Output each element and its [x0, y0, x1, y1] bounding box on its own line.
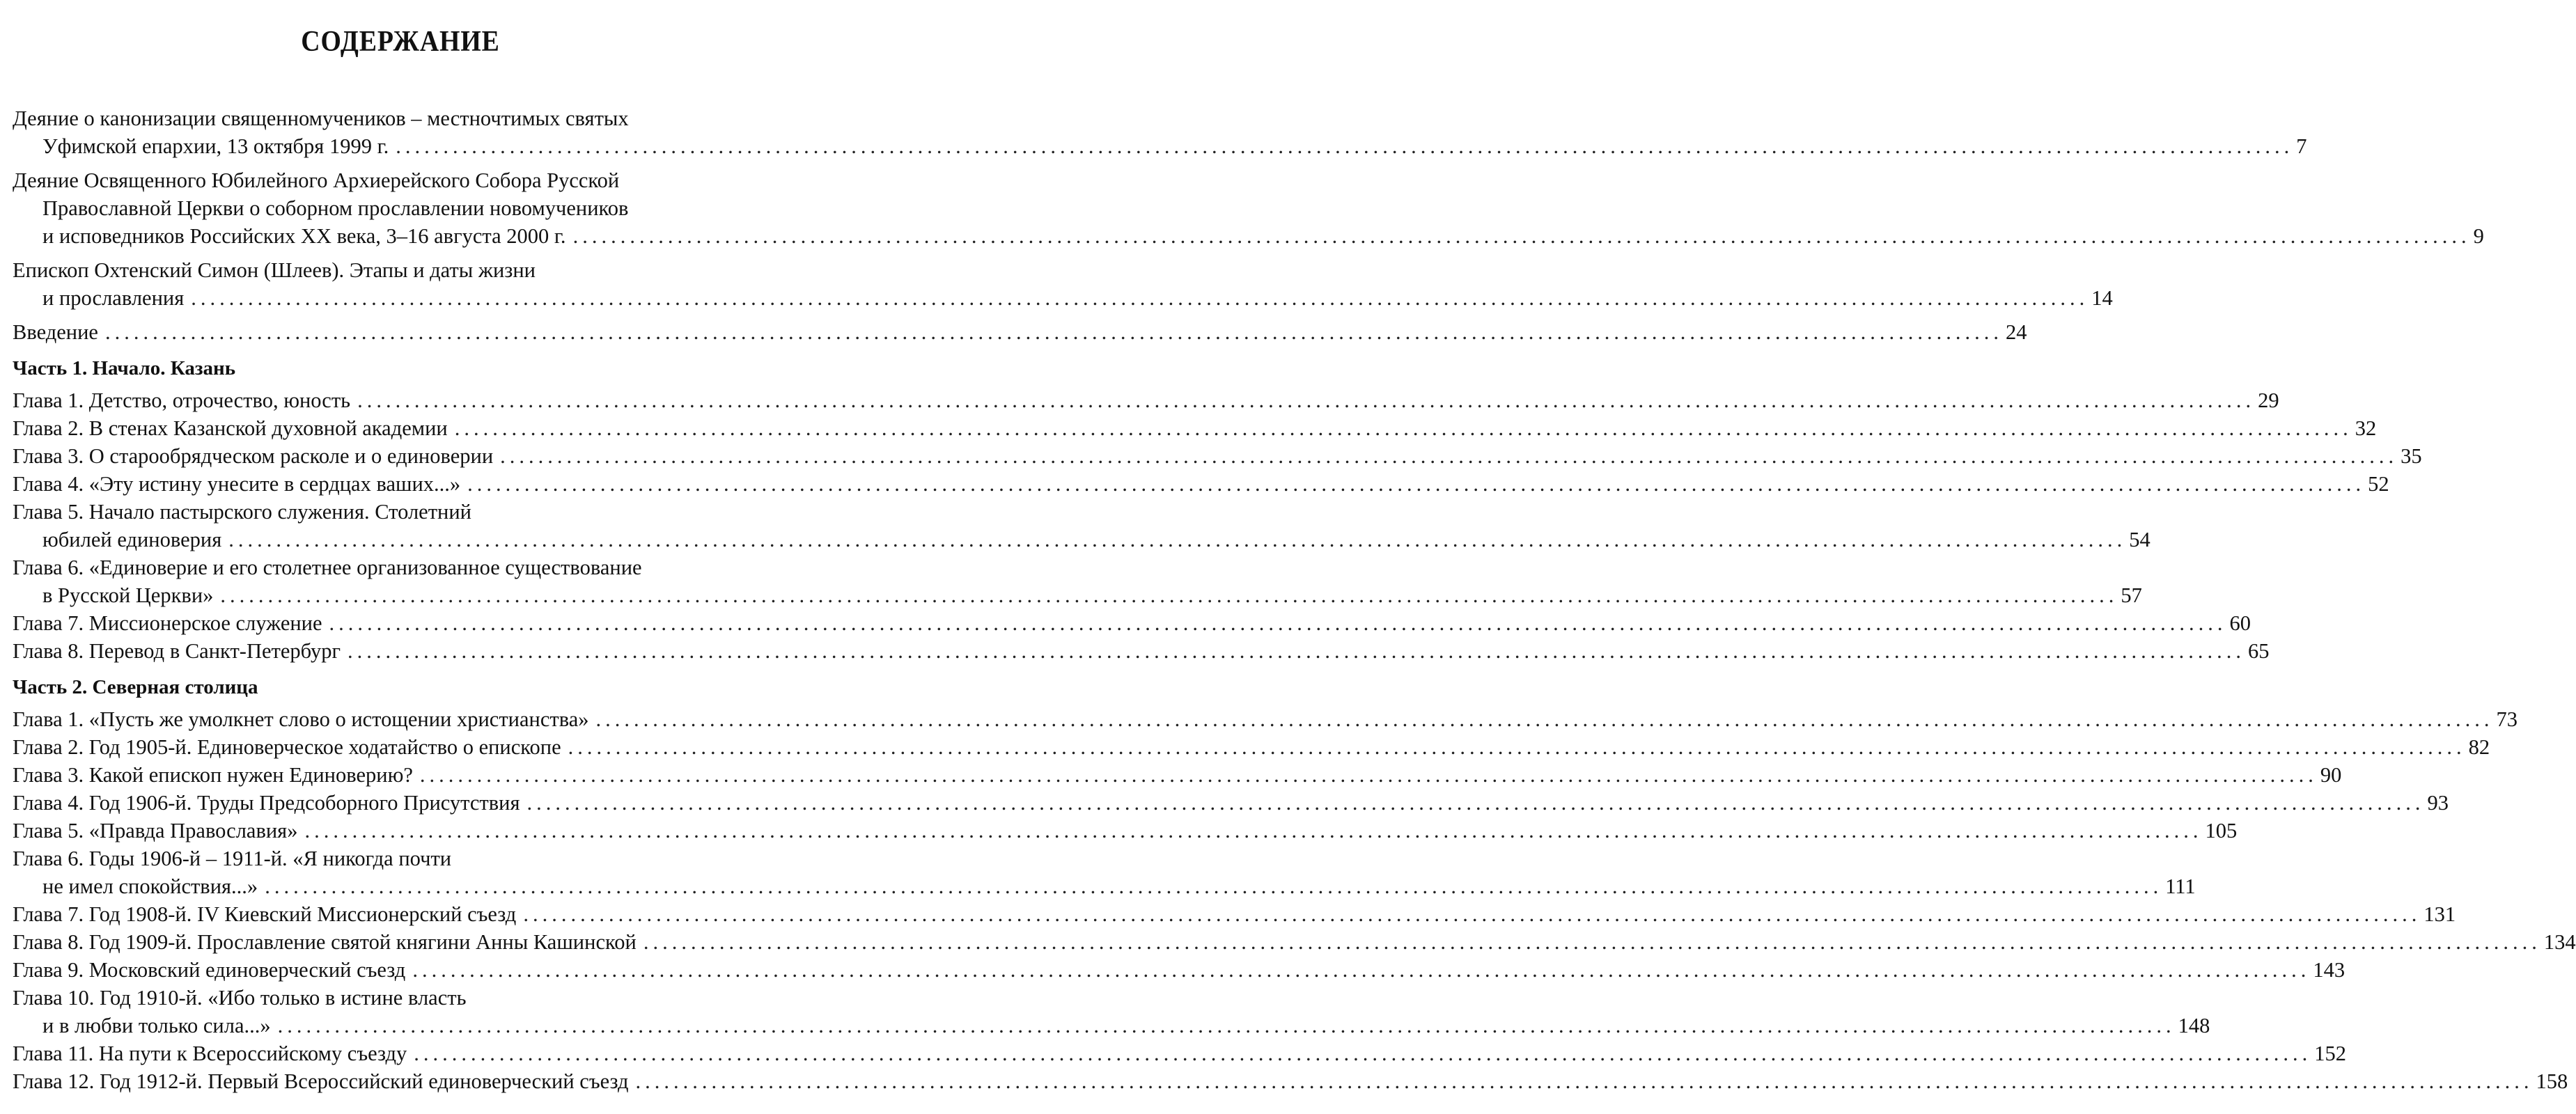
dot-leader: ........................................................................................................................................................................................................: [572, 224, 2471, 248]
toc-entry: [13, 166, 2484, 250]
toc-entry: [13, 470, 2389, 498]
page-number: 54: [2129, 528, 2150, 551]
page-number: 82: [2468, 735, 2490, 759]
entry-title-text: Глава 3. О старообрядческом расколе и о единоверии: [13, 444, 494, 468]
entry-title-text: Глава 2. Год 1905-й. Единоверческое ходатайство о епископе: [13, 735, 561, 759]
entry-title-text: Глава 6. Годы 1906-й – 1911-й. «Я никогда почти: [13, 847, 452, 870]
part-heading: Часть 1. Начало. Казань: [13, 357, 236, 379]
page-number: 134: [2543, 930, 2576, 954]
entry-title-text: в Русской Церкви»: [42, 583, 214, 607]
entry-title-text: Глава 3. Какой епископ нужен Единоверию?: [13, 763, 413, 787]
page-number: 57: [2121, 583, 2142, 607]
toc-entry-line: [13, 498, 788, 526]
dot-leader: ........................................................................................................................................................................................................: [419, 763, 2318, 787]
toc-entry: [13, 104, 2307, 160]
dot-leader: ........................................................................................................................................................................................................: [304, 819, 2203, 842]
dot-leader: ........................................................................................................................................................................................................: [526, 791, 2425, 815]
toc-entry: [13, 1067, 2568, 1095]
page-number: 148: [2178, 1014, 2210, 1037]
entry-title-text: и исповедников Российских XX века, 3–16 августа 2000 г.: [42, 224, 566, 248]
page-number: 131: [2423, 902, 2456, 926]
dot-leader: ........................................................................................................................................................................................................: [348, 639, 2245, 663]
entry-title-text: Глава 1. Детство, отрочество, юность: [13, 389, 351, 412]
toc-entry-line: [13, 956, 2345, 984]
toc-entry-line: [13, 284, 2113, 312]
page-number: 52: [2368, 472, 2389, 496]
entry-title-text: юбилей единоверия: [42, 528, 222, 551]
dot-leader: ........................................................................................................................................................................................................: [412, 958, 2311, 982]
dot-leader: ........................................................................................................................................................................................................: [357, 389, 2256, 412]
toc-entry: [13, 761, 2342, 789]
entry-title-text: не имел спокойствия...»: [42, 874, 258, 898]
toc-entry: [13, 845, 2196, 900]
dot-leader: ........................................................................................................................................................................................................: [104, 320, 2003, 344]
toc-entry-line: [13, 318, 2027, 346]
entry-title-text: Глава 5. Начало пастырского служения. Столетний: [13, 500, 471, 524]
dot-leader: ........................................................................................................................................................................................................: [595, 707, 2494, 731]
toc-entry: [13, 414, 2377, 442]
entry-title-text: Глава 4. Год 1906-й. Труды Предсоборного Присутствия: [13, 791, 520, 815]
dot-leader: ........................................................................................................................................................................................................: [277, 1014, 2176, 1037]
entry-title-text: Глава 7. Год 1908-й. IV Киевский Миссионерский съезд: [13, 902, 517, 926]
toc-entry-line: [13, 733, 2490, 761]
dot-leader: ........................................................................................................................................................................................................: [396, 134, 2294, 158]
page-number: 9: [2473, 224, 2484, 248]
dot-leader: ........................................................................................................................................................................................................: [635, 1069, 2534, 1093]
toc-entry: [13, 705, 2518, 733]
page-number: 7: [2296, 134, 2307, 158]
entry-title-text: и прославления: [42, 286, 185, 310]
dot-leader: ........................................................................................................................................................................................................: [523, 902, 2421, 926]
toc-entry: [13, 386, 2279, 414]
toc-entry-line: [13, 789, 2449, 817]
dot-leader: ........................................................................................................................................................................................................: [467, 472, 2366, 496]
page-number: 152: [2314, 1042, 2347, 1065]
toc-entry-line: [13, 222, 2484, 250]
toc-entry-line: [13, 761, 2342, 789]
toc-entry: [13, 733, 2490, 761]
page-number: 111: [2165, 874, 2196, 898]
entry-title-text: Глава 5. «Правда Православия»: [13, 819, 298, 842]
toc-entry-line: [13, 1040, 2347, 1067]
entry-title-text: Деяние о канонизации священномучеников – местночтимых святых: [13, 107, 629, 130]
toc-entry: [13, 609, 2251, 637]
page-number: 143: [2313, 958, 2345, 982]
table-of-contents: [13, 104, 2576, 1095]
toc-entry-line: [13, 470, 2389, 498]
page-number: 60: [2229, 611, 2251, 635]
toc-entry-line: [13, 256, 788, 284]
toc-entry-line: [13, 817, 2238, 845]
dot-leader: ........................................................................................................................................................................................................: [454, 416, 2352, 440]
entry-title-text: Глава 10. Год 1910-й. «Ибо только в истине власть: [13, 986, 467, 1010]
entry-title-text: Глава 8. Год 1909-й. Прославление святой княгини Анны Кашинской: [13, 930, 637, 954]
toc-entry-line: [13, 581, 2142, 609]
toc-entry-line: [13, 845, 788, 872]
dot-leader: ........................................................................................................................................................................................................: [500, 444, 2398, 468]
dot-leader: ........................................................................................................................................................................................................: [265, 874, 2163, 898]
toc-entry: [13, 928, 2576, 956]
toc-entry-line: [13, 705, 2518, 733]
toc-entry: [13, 984, 2210, 1040]
toc-entry: [13, 789, 2449, 817]
toc-entry-line: [13, 637, 2270, 665]
dot-leader: ........................................................................................................................................................................................................: [220, 583, 2118, 607]
page-number: 32: [2355, 416, 2377, 440]
toc-entry-line: [13, 526, 2150, 554]
toc-entry: [13, 817, 2238, 845]
entry-title-text: Введение: [13, 320, 98, 344]
toc-entry-line: [13, 442, 2422, 470]
toc-entry-line: [13, 1067, 2568, 1095]
entry-title-text: Глава 2. В стенах Казанской духовной академии: [13, 416, 448, 440]
dot-leader: ........................................................................................................................................................................................................: [329, 611, 2227, 635]
toc-entry-line: [13, 1012, 2210, 1040]
dot-leader: ........................................................................................................................................................................................................: [568, 735, 2466, 759]
dot-leader: ........................................................................................................................................................................................................: [643, 930, 2541, 954]
page-number: 93: [2427, 791, 2449, 815]
toc-entry-line: [13, 609, 2251, 637]
entry-title-text: Епископ Охтенский Симон (Шлеев). Этапы и даты жизни: [13, 258, 536, 282]
page-number: 73: [2496, 707, 2518, 731]
toc-entry: [13, 318, 2027, 346]
toc-entry: [13, 956, 2345, 984]
toc-entry-line: [13, 166, 788, 194]
toc-entry-line: [13, 194, 788, 222]
entry-title-text: и в любви только сила...»: [42, 1014, 271, 1037]
dot-leader: ........................................................................................................................................................................................................: [228, 528, 2127, 551]
entry-title-text: Православной Церкви о соборном прославлении новомучеников: [42, 196, 629, 220]
entry-title-text: Глава 11. На пути к Всероссийскому съезду: [13, 1042, 407, 1065]
page-number: 24: [2005, 320, 2027, 344]
page-number: 90: [2320, 763, 2342, 787]
page-number: 29: [2258, 389, 2279, 412]
page-title: СОДЕРЖАНИЕ: [301, 26, 500, 58]
entry-title-text: Глава 12. Год 1912-й. Первый Всероссийский единоверческий съезд: [13, 1069, 629, 1093]
page-number: 35: [2401, 444, 2422, 468]
entry-title-text: Глава 6. «Единоверие и его столетнее организованное существование: [13, 556, 642, 579]
toc-entry-line: [13, 872, 2196, 900]
dot-leader: ........................................................................................................................................................................................................: [414, 1042, 2312, 1065]
entry-title-text: Уфимской епархии, 13 октября 1999 г.: [42, 134, 389, 158]
toc-entry-line: [13, 900, 2456, 928]
toc-entry-line: [13, 554, 788, 581]
toc-entry-line: [13, 132, 2307, 160]
page-number: 105: [2205, 819, 2238, 842]
toc-entry: [13, 554, 2142, 609]
entry-title-text: Глава 9. Московский единоверческий съезд: [13, 958, 406, 982]
page-number: 65: [2248, 639, 2270, 663]
toc-entry-line: [13, 414, 2377, 442]
toc-entry-line: [13, 984, 788, 1012]
toc-entry: [13, 256, 2113, 312]
toc-entry-line: [13, 928, 2576, 956]
part-heading: Часть 2. Северная столица: [13, 676, 258, 698]
entry-title-text: Деяние Освященного Юбилейного Архиерейского Собора Русской: [13, 168, 620, 192]
toc-entry: [13, 498, 2150, 554]
page-number: 158: [2536, 1069, 2568, 1093]
toc-entry: [13, 442, 2422, 470]
dot-leader: ........................................................................................................................................................................................................: [191, 286, 2089, 310]
entry-title-text: Глава 8. Перевод в Санкт-Петербург: [13, 639, 341, 663]
toc-entry: [13, 1040, 2347, 1067]
page-number: 14: [2091, 286, 2113, 310]
toc-entry: [13, 637, 2270, 665]
toc-entry-line: [13, 386, 2279, 414]
entry-title-text: Глава 4. «Эту истину унесите в сердцах ваших...»: [13, 472, 461, 496]
entry-title-text: Глава 7. Миссионерское служение: [13, 611, 322, 635]
entry-title-text: Глава 1. «Пусть же умолкнет слово о истощении христианства»: [13, 707, 589, 731]
toc-entry: [13, 900, 2456, 928]
toc-entry-line: [13, 104, 788, 132]
